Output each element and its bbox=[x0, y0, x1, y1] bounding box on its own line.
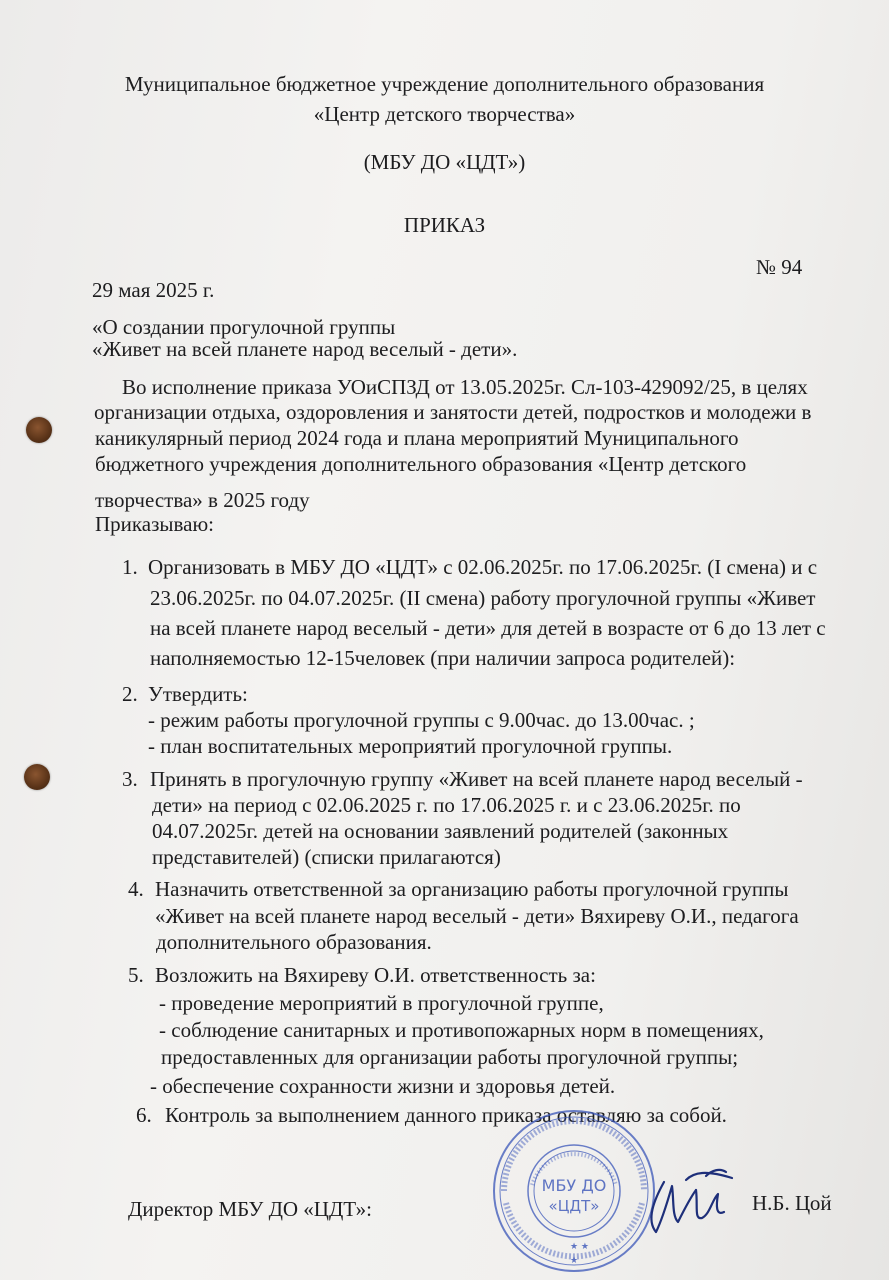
subject-line: «О создании прогулочной группы bbox=[92, 315, 396, 339]
item-line: Принять в прогулочную группу «Живет на всей планете народ веселый - bbox=[150, 767, 803, 791]
item-number: 1. bbox=[122, 555, 138, 579]
item-line: на всей планете народ веселый - дети» для детей в возрасте от 6 до 13 лет с bbox=[150, 616, 826, 640]
order-word: Приказываю: bbox=[95, 512, 214, 536]
item-line: - соблюдение санитарных и противопожарных норм в помещениях, bbox=[159, 1018, 764, 1042]
subject-line: «Живет на всей планете народ веселый - дети». bbox=[92, 337, 518, 361]
item-line: 04.07.2025г. детей на основании заявлений родителей (законных bbox=[152, 819, 729, 843]
preamble-line: Во исполнение приказа УОиСПЗД от 13.05.2025г. Сл-103-429092/25, в целях bbox=[122, 375, 808, 399]
stamp-text: «ЦДТ» bbox=[548, 1197, 600, 1215]
item-line: 23.06.2025г. по 04.07.2025г. (II смена) работу прогулочной группы «Живет bbox=[150, 586, 816, 610]
org-name-line2: «Центр детского творчества» bbox=[313, 102, 576, 126]
item-number: 4. bbox=[128, 877, 144, 901]
order-date: 29 мая 2025 г. bbox=[92, 278, 215, 302]
handwritten-signature bbox=[636, 1160, 746, 1240]
item-line: Организовать в МБУ ДО «ЦДТ» с 02.06.2025г. по 17.06.2025г. (I смена) и с bbox=[148, 555, 818, 579]
org-short-name: (МБУ ДО «ЦДТ») bbox=[363, 150, 526, 174]
svg-text:★ ★: ★ ★ bbox=[570, 1242, 589, 1252]
item-line: Утвердить: bbox=[148, 682, 248, 706]
preamble-line: бюджетного учреждения дополнительного образования «Центр детского bbox=[95, 452, 747, 476]
signature-position: Директор МБУ ДО «ЦДТ»: bbox=[128, 1197, 372, 1221]
item-line: Назначить ответственной за организацию работы прогулочной группы bbox=[155, 877, 789, 901]
item-number: 6. bbox=[136, 1103, 152, 1127]
order-number: № 94 bbox=[756, 255, 803, 279]
item-line: - режим работы прогулочной группы с 9.00час. до 13.00час. ; bbox=[148, 708, 695, 732]
item-line: наполняемостью 12-15человек (при наличии запроса родителей): bbox=[150, 646, 736, 670]
item-line: дети» на период с 02.06.2025 г. по 17.06.2025 г. и с 23.06.2025г. по bbox=[152, 793, 741, 817]
item-number: 5. bbox=[128, 963, 144, 987]
stamp-text: МБУ ДО bbox=[541, 1176, 607, 1195]
preamble-line: организации отдыха, оздоровления и занятости детей, подростков и молодежи в bbox=[94, 400, 812, 424]
item-line: предоставленных для организации работы прогулочной группы; bbox=[161, 1045, 739, 1069]
item-line: - обеспечение сохранности жизни и здоровья детей. bbox=[150, 1074, 616, 1098]
item-line: Контроль за выполнением данного приказа оставляю за собой. bbox=[165, 1103, 727, 1127]
signature-name: Н.Б. Цой bbox=[752, 1191, 832, 1215]
item-line: дополнительного образования. bbox=[156, 930, 432, 954]
item-number: 3. bbox=[122, 767, 138, 791]
item-line: - план воспитательных мероприятий прогулочной группы. bbox=[148, 734, 673, 758]
org-name-line1: Муниципальное бюджетное учреждение дополнительного образования bbox=[124, 72, 765, 96]
document-title: ПРИКАЗ bbox=[403, 213, 486, 237]
punch-hole bbox=[24, 764, 50, 790]
preamble-line: каникулярный период 2024 года и плана мероприятий Муниципального bbox=[95, 426, 739, 450]
item-number: 2. bbox=[122, 682, 138, 706]
item-line: представителей) (списки прилагаются) bbox=[152, 845, 501, 869]
preamble-line: творчества» в 2025 году bbox=[95, 488, 310, 512]
item-line: «Живет на всей планете народ веселый - дети» Вяхиреву О.И., педагога bbox=[155, 904, 799, 928]
item-line: Возложить на Вяхиреву О.И. ответственность за: bbox=[155, 963, 596, 987]
svg-text:★: ★ bbox=[569, 1256, 579, 1266]
item-line: - проведение мероприятий в прогулочной группе, bbox=[159, 991, 604, 1015]
punch-hole bbox=[26, 417, 52, 443]
